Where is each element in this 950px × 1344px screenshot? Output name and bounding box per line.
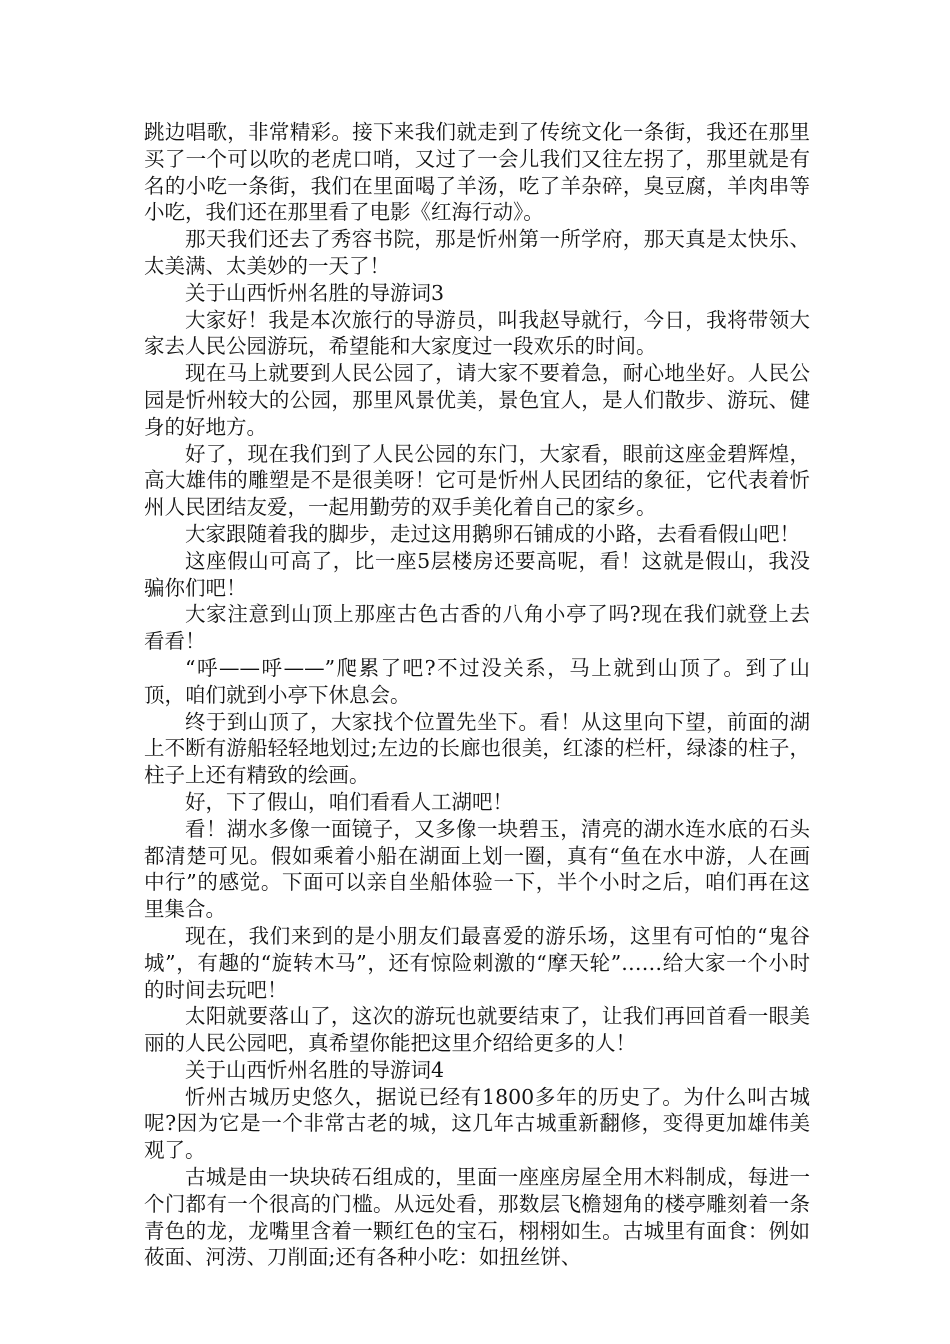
section-heading: 关于山西忻州名胜的导游词4 [185,1057,445,1082]
paragraph: 终于到山顶了，大家找个位置先坐下。看！从这里向下望，前面的湖上不断有游船轻轻地划过;左边的长廊也很美，红漆的栏杆，绿漆的柱子，柱子上还有精致的绘画。 [144,709,810,788]
paragraph: 这座假山可高了，比一座5层楼房还要高呢，看！这就是假山，我没骗你们吧！ [144,548,810,600]
paragraph: 古城是由一块块砖石组成的，里面一座座房屋全用木料制成，每进一个门都有一个很高的门槛。从远处看，那数层飞檐翅角的楼亭雕刻着一条青色的龙，龙嘴里含着一颗红色的宝石，栩栩如生。古城里有面食：例如莜面、河涝、刀削面;还有各种小吃：如扭丝饼、 [144,1165,810,1270]
paragraph: 忻州古城历史悠久，据说已经有1800多年的历史了。为什么叫古城呢?因为它是一个非常古老的城，这几年古城重新翻修，变得更加雄伟美观了。 [144,1084,810,1163]
paragraph: 现在，我们来到的是小朋友们最喜爱的游乐场，这里有可怕的“鬼谷城”，有趣的“旋转木马”，还有惊险刺激的“摩天轮”……给大家一个小时的时间去玩吧！ [144,923,810,1002]
paragraph: 看！湖水多像一面镜子，又多像一块碧玉，清亮的湖水连水底的石头都清楚可见。假如乘着小船在湖面上划一圈，真有“鱼在水中游，人在画中行”的感觉。下面可以亲自坐船体验一下，半个小时之后，咱们再在这里集合。 [144,816,810,922]
paragraph: 现在马上就要到人民公园了，请大家不要着急，耐心地坐好。人民公园是忻州较大的公园，那里风景优美，景色宜人，是人们散步、游玩、健身的好地方。 [144,361,810,439]
paragraph: 大家好！我是本次旅行的导游员，叫我赵导就行，今日，我将带领大家去人民公园游玩，希望能和大家度过一段欢乐的时间。 [144,307,810,359]
paragraph: 好，下了假山，咱们看看人工湖吧！ [185,789,513,814]
paragraph: “呼——呼——”爬累了吧?不过没关系，马上就到山顶了。到了山顶，咱们就到小亭下休息会。 [144,655,810,707]
paragraph: 那天我们还去了秀容书院，那是忻州第一所学府，那天真是太快乐、太美满、太美妙的一天了！ [144,227,810,278]
paragraph: 大家跟随着我的脚步，走过这用鹅卵石铺成的小路，去看看假山吧！ [185,521,800,546]
section-heading: 关于山西忻州名胜的导游词3 [185,280,445,305]
paragraph: 大家注意到山顶上那座古色古香的八角小亭了吗?现在我们就登上去看看！ [144,602,810,654]
paragraph: 好了，现在我们到了人民公园的东门，大家看，眼前这座金碧辉煌，高大雄伟的雕塑是不是很美呀！它可是忻州人民团结的象征，它代表着忻州人民团结友爱，一起用勤劳的双手美化着自己的家乡。 [144,441,810,520]
paragraph-continued: 跳边唱歌，非常精彩。接下来我们就走到了传统文化一条街，我还在那里买了一个可以吹的老虎口哨，又过了一会儿我们又往左拐了，那里就是有名的小吃一条街，我们在里面喝了羊汤，吃了羊杂碎，臭豆腐，羊肉串等小吃，我们还在那里看了电影《红海行动》。 [144,120,810,225]
document-body [144,119,810,1271]
paragraph: 太阳就要落山了，这次的游玩也就要结束了，让我们再回首看一眼美丽的人民公园吧，真希望你能把这里介绍给更多的人！ [144,1004,810,1056]
